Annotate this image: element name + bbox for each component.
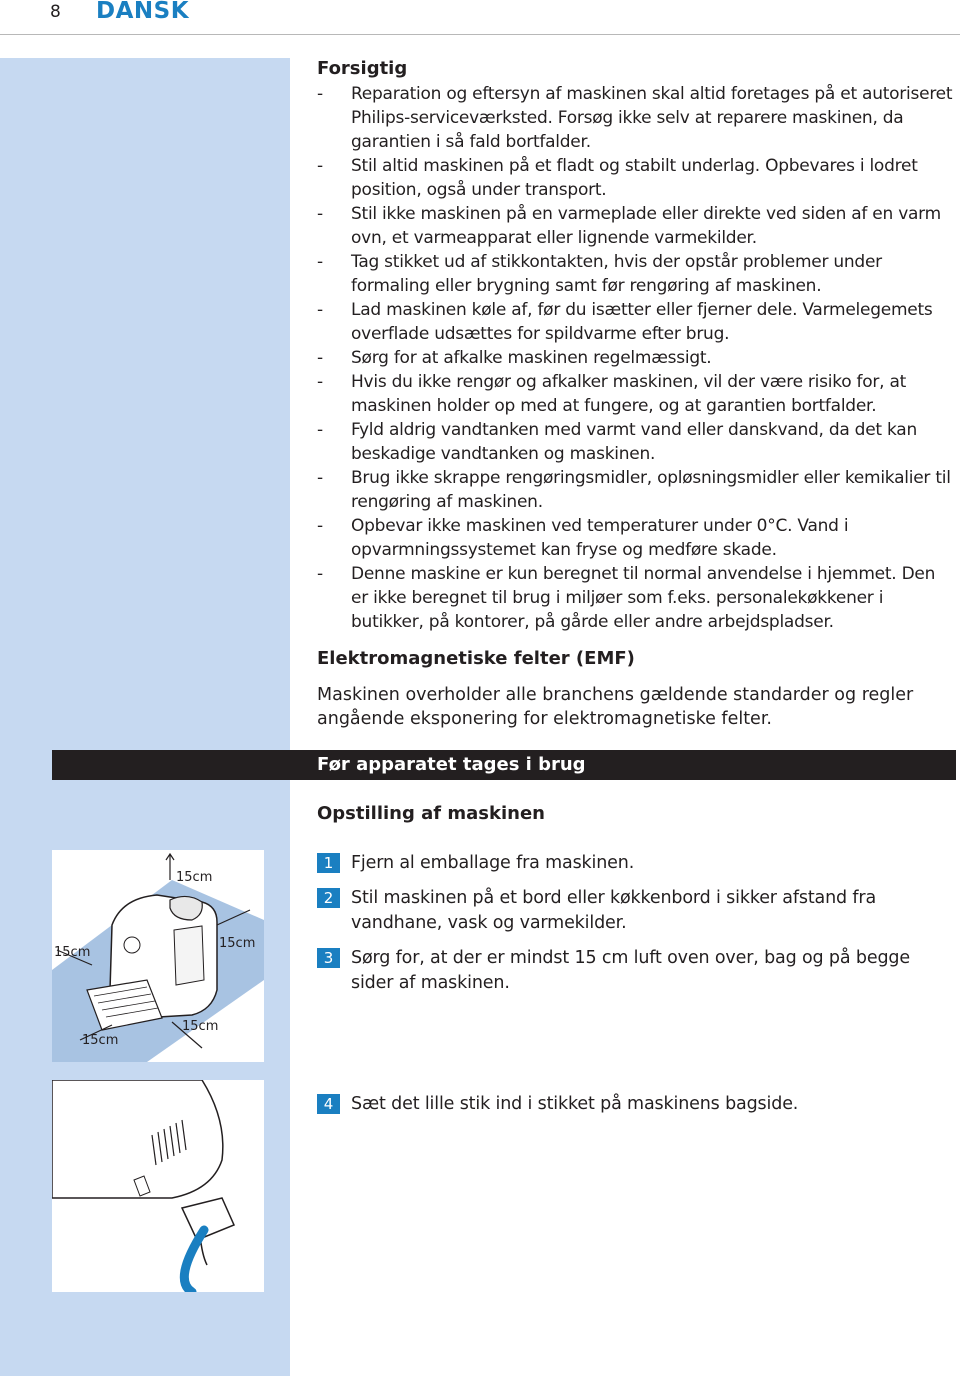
page-number: 8 <box>50 2 61 22</box>
list-item-text: Stil altid maskinen på et fladt og stabilt underlag. Opbevares i lodret position, også under transport. <box>351 156 918 200</box>
language-title: DANSK <box>96 0 190 24</box>
list-item-text: Brug ikke skrappe rengøringsmidler, opløsningsmidler eller kemikalier til rengøring af maskinen. <box>351 468 951 512</box>
step-text: Fjern al emballage fra maskinen. <box>351 853 635 873</box>
list-dash: - <box>317 564 323 584</box>
list-dash: - <box>317 516 323 536</box>
list-item-text: Fyld aldrig vandtanken med varmt vand eller danskvand, da det kan beskadige vandtanken og maskinen. <box>351 420 917 464</box>
list-item-text: Denne maskine er kun beregnet til normal anvendelse i hjemmet. Den er ikke beregnet til brug i miljøer som f.eks. personalekøkkener i butikker, på kontorer, på gårde eller andre arbejdspladser. <box>351 564 936 632</box>
list-dash: - <box>317 468 323 488</box>
section-bar <box>52 750 956 780</box>
list-item <box>317 466 957 514</box>
list-dash: - <box>317 84 323 104</box>
list-dash: - <box>317 204 323 224</box>
step-1 <box>317 851 957 876</box>
step-text: Sørg for, at der er mindst 15 cm luft oven over, bag og på begge sider af maskinen. <box>351 948 910 993</box>
emf-title: Elektromagnetiske felter (EMF) <box>317 648 635 669</box>
list-dash: - <box>317 156 323 176</box>
list-item <box>317 202 957 250</box>
step-number: 4 <box>317 1094 340 1114</box>
caution-title: Forsigtig <box>317 58 408 79</box>
list-item <box>317 154 957 202</box>
list-item <box>317 250 957 298</box>
step-3 <box>317 946 957 996</box>
step-number: 2 <box>317 888 340 908</box>
step-4 <box>317 1092 957 1117</box>
clearance-illustration <box>52 850 264 1062</box>
list-dash: - <box>317 300 323 320</box>
list-item <box>317 298 957 346</box>
emf-text: Maskinen overholder alle branchens gældende standarder og regler angående eksponering for elektromagnetiske felter. <box>317 685 914 729</box>
step-number: 3 <box>317 948 340 968</box>
list-item-text: Reparation og eftersyn af maskinen skal altid foretages på et autoriseret Philips-serviceværksted. Forsøg ikke selv at reparere maskinen, da garantien i så fald bortfalder. <box>351 84 953 152</box>
list-item-text: Opbevar ikke maskinen ved temperaturer under 0°C. Vand i opvarmningssystemet kan fryse og medføre skade. <box>351 516 849 560</box>
list-dash: - <box>317 372 323 392</box>
header-rule <box>0 34 960 35</box>
list-item-text: Sørg for at afkalke maskinen regelmæssigt. <box>351 348 712 368</box>
list-item-text: Stil ikke maskinen på en varmeplade eller direkte ved siden af en varm ovn, et varmeapparat eller lignende varmekilder. <box>351 204 941 248</box>
list-item <box>317 82 957 154</box>
section-bar-title: Før apparatet tages i brug <box>317 754 586 775</box>
clearance-label-left: 15cm <box>54 945 91 960</box>
list-item <box>317 418 957 466</box>
clearance-label-right: 15cm <box>182 1019 219 1034</box>
list-dash: - <box>317 420 323 440</box>
list-item-text: Hvis du ikke rengør og afkalker maskinen, vil der være risiko for, at maskinen holder op med at fungere, og at garantien bortfalder. <box>351 372 907 416</box>
list-item-text: Tag stikket ud af stikkontakten, hvis der opstår problemer under formaling eller brygning samt før rengøring af maskinen. <box>351 252 882 296</box>
step-number: 1 <box>317 853 340 873</box>
list-dash: - <box>317 252 323 272</box>
clearance-label-back: 15cm <box>219 936 256 951</box>
step-2 <box>317 886 957 936</box>
clearance-label-top: 15cm <box>176 870 213 885</box>
step-text: Sæt det lille stik ind i stikket på maskinens bagside. <box>351 1094 799 1114</box>
list-item <box>317 346 957 370</box>
setup-subtitle: Opstilling af maskinen <box>317 803 545 824</box>
list-item <box>317 370 957 418</box>
caution-list <box>317 82 957 634</box>
list-item <box>317 562 957 634</box>
plug-illustration <box>52 1080 264 1292</box>
clearance-label-front: 15cm <box>82 1033 119 1048</box>
list-item-text: Lad maskinen køle af, før du isætter eller fjerner dele. Varmelegemets overflade udsættes for spildvarme efter brug. <box>351 300 933 344</box>
list-item <box>317 514 957 562</box>
step-text: Stil maskinen på et bord eller køkkenbord i sikker afstand fra vandhane, vask og varmekilder. <box>351 888 877 933</box>
list-dash: - <box>317 348 323 368</box>
